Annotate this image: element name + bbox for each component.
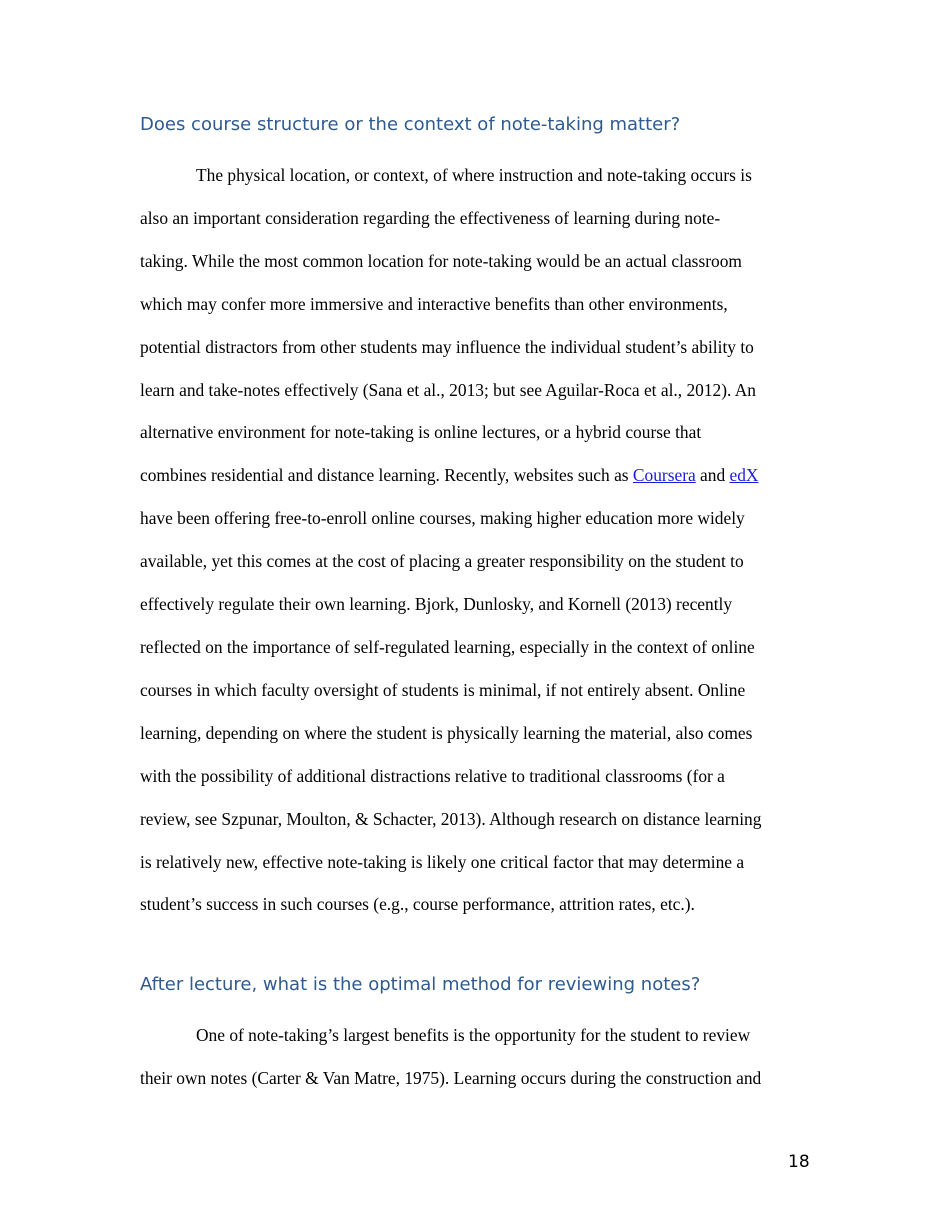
paragraph-context-of-note-taking bbox=[140, 154, 812, 926]
paragraph-line: also an important consideration regarding the effectiveness of learning during note- bbox=[140, 207, 721, 228]
paragraph-line: review, see Szpunar, Moulton, & Schacter, 2013). Although research on distance learning bbox=[140, 808, 762, 829]
paragraph-line: courses in which faculty oversight of students is minimal, if not entirely absent. Online bbox=[140, 679, 746, 700]
coursera-link[interactable]: Coursera bbox=[632, 465, 696, 486]
paragraph-line: which may confer more immersive and interactive benefits than other environments, bbox=[140, 293, 728, 314]
paragraph-reviewing-notes bbox=[140, 1014, 812, 1100]
page-number: 18 bbox=[788, 1152, 810, 1172]
paragraph-line: The physical location, or context, of where instruction and note-taking occurs is bbox=[196, 165, 752, 185]
paragraph-line: their own notes (Carter & Van Matre, 1975). Learning occurs during the construction and bbox=[140, 1067, 762, 1088]
paragraph-line: taking. While the most common location for note-taking would be an actual classroom bbox=[140, 250, 742, 271]
paragraph-line: learning, depending on where the student is physically learning the material, also comes bbox=[140, 722, 753, 743]
paragraph-line: reflected on the importance of self-regulated learning, especially in the context of online bbox=[140, 636, 755, 657]
paragraph-line: is relatively new, effective note-taking is likely one critical factor that may determine a bbox=[140, 851, 745, 872]
edx-link[interactable]: edX bbox=[729, 465, 759, 486]
line-text: and bbox=[695, 465, 730, 486]
paragraph-line: potential distractors from other students may influence the individual student’s ability to bbox=[140, 336, 754, 357]
paragraph-line: learn and take-notes effectively (Sana et al., 2013; but see Aguilar-Roca et al., 2012). An bbox=[140, 379, 757, 400]
line-text: combines residential and distance learning. Recently, websites such as bbox=[140, 465, 633, 486]
paragraph-line-with-links bbox=[140, 454, 812, 497]
section-heading-course-structure: Does course structure or the context of note-taking matter? bbox=[140, 114, 681, 135]
paragraph-line: available, yet this comes at the cost of placing a greater responsibility on the student to bbox=[140, 551, 744, 572]
paragraph-line: effectively regulate their own learning. Bjork, Dunlosky, and Kornell (2013) recently bbox=[140, 594, 733, 615]
paragraph-line: One of note-taking’s largest benefits is the opportunity for the student to review bbox=[196, 1025, 751, 1045]
paragraph-line: alternative environment for note-taking is online lectures, or a hybrid course that bbox=[140, 422, 702, 443]
paragraph-line: student’s success in such courses (e.g., course performance, attrition rates, etc.). bbox=[140, 894, 695, 915]
paragraph-line: have been offering free-to-enroll online courses, making higher education more widely bbox=[140, 508, 745, 529]
section-heading-reviewing-notes: After lecture, what is the optimal method for reviewing notes? bbox=[140, 974, 701, 995]
paragraph-line: with the possibility of additional distractions relative to traditional classrooms (for a bbox=[140, 765, 725, 786]
